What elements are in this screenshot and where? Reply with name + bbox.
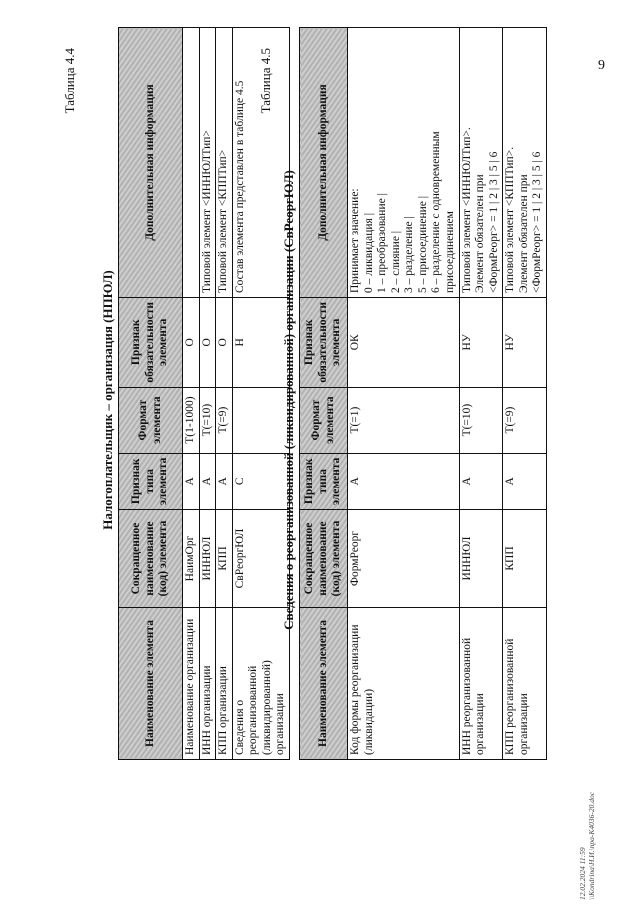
- element-type: С: [232, 453, 289, 509]
- table-row: [199, 28, 216, 760]
- element-type: А: [216, 453, 233, 509]
- element-code: ИННЮЛ: [459, 510, 503, 608]
- header-cell: Сокращенное наименование (код) элемента: [119, 510, 183, 608]
- element-name: КПП организации: [216, 608, 233, 760]
- element-info: [503, 28, 547, 298]
- info-line: 1 – преобразование |: [376, 193, 389, 294]
- header-cell: Формат элемента: [300, 387, 348, 453]
- element-type: А: [503, 453, 547, 509]
- element-required: О: [199, 298, 216, 388]
- page-number: 9: [598, 58, 605, 73]
- table-4-5-label: Таблица 4.5: [258, 48, 273, 114]
- element-type: А: [199, 453, 216, 509]
- element-format: Т(=1): [348, 387, 460, 453]
- element-code: ИННЮЛ: [199, 510, 216, 608]
- element-required: НУ: [503, 298, 547, 388]
- element-info: Состав элемента представлен в таблице 4.5: [232, 28, 289, 298]
- header-cell: Дополнительная информация: [119, 28, 183, 298]
- table-4-4-label: Таблица 4.4: [62, 48, 77, 114]
- info-line: <ФормРеорг> = 1 | 2 | 3 | 5 | 6: [531, 151, 544, 294]
- footer-file-path: \\Kondrina\Н.И.\пра-К4036-20.doc: [587, 791, 597, 900]
- element-name: ИНН реорганизованной организации: [459, 608, 503, 760]
- header-cell: Признак типа элемента: [300, 453, 348, 509]
- table-row: [348, 28, 460, 760]
- info-line: 6 – разделение с одновременным: [430, 131, 443, 294]
- element-info: [348, 28, 460, 298]
- info-line: <ФормРеорг> = 1 | 2 | 3 | 5 | 6: [487, 151, 500, 294]
- table-4-4-title: Налогоплательщик – организация (НПЮЛ): [100, 270, 115, 530]
- header-cell: Признак типа элемента: [119, 453, 183, 509]
- info-line: присоединением: [443, 211, 456, 294]
- element-info: Типовой элемент <КППТип>: [216, 28, 233, 298]
- element-required: ОК: [348, 298, 460, 388]
- header-cell: Наименование элемента: [300, 608, 348, 760]
- element-type: А: [459, 453, 503, 509]
- footer-timestamp: 12.02.2024 11:59: [578, 847, 587, 900]
- element-info: [459, 28, 503, 298]
- info-line: 2 – слияние |: [389, 230, 402, 294]
- table-4-5-wrap: [299, 27, 547, 760]
- element-name: Наименование организации: [183, 608, 200, 760]
- element-code: КПП: [503, 510, 547, 608]
- header-cell: Дополнительная информация: [300, 28, 348, 298]
- element-info: [183, 28, 200, 298]
- info-line: Элемент обязателен при: [474, 174, 487, 294]
- header-cell: Формат элемента: [119, 387, 183, 453]
- table-row: [216, 28, 233, 760]
- element-code: НаимОрг: [183, 510, 200, 608]
- header-cell: Признак обязательности элемента: [300, 298, 348, 388]
- table-4-5-title: Сведения о реорганизованной (ликвидированной) организации (СвРеоргЮЛ): [281, 170, 296, 630]
- element-format: Т(=9): [503, 387, 547, 453]
- table-row: [459, 28, 503, 760]
- element-type: А: [348, 453, 460, 509]
- element-code: ФормРеорг: [348, 510, 460, 608]
- element-format: Т(=9): [216, 387, 233, 453]
- info-line: Принимает значение:: [349, 188, 361, 294]
- element-name: КПП реорганизованной организации: [503, 608, 547, 760]
- element-required: НУ: [459, 298, 503, 388]
- element-name: Сведения о реорганизованной (ликвидированной) организации: [232, 608, 289, 760]
- header-cell: Признак обязательности элемента: [119, 298, 183, 388]
- element-code: СвРеоргЮЛ: [232, 510, 289, 608]
- element-info: Типовой элемент <ИННЮЛТип>: [199, 28, 216, 298]
- document-footer: [578, 792, 597, 900]
- element-name: Код формы реорганизации (ликвидации): [348, 608, 460, 760]
- table-4-5: [299, 27, 547, 760]
- element-required: Н: [232, 298, 289, 388]
- element-format: Т(=10): [459, 387, 503, 453]
- header-cell: Сокращенное наименование (код) элемента: [300, 510, 348, 608]
- info-line: 0 – ликвидация |: [362, 212, 375, 294]
- header-cell: Наименование элемента: [119, 608, 183, 760]
- element-required: О: [183, 298, 200, 388]
- element-format: Т(1-1000): [183, 387, 200, 453]
- info-line: Типовой элемент <КППТип>.: [504, 146, 517, 294]
- element-code: КПП: [216, 510, 233, 608]
- info-line: Типовой элемент <ИННЮЛТип>.: [460, 127, 473, 294]
- element-type: А: [183, 453, 200, 509]
- table-row: [503, 28, 547, 760]
- element-required: О: [216, 298, 233, 388]
- table-row: [183, 28, 200, 760]
- info-line: 3 – разделение |: [403, 216, 416, 294]
- info-line: 5 – присоединение |: [416, 195, 429, 294]
- info-line: Элемент обязателен при: [517, 174, 530, 294]
- element-name: ИНН организации: [199, 608, 216, 760]
- element-format: Т(=10): [199, 387, 216, 453]
